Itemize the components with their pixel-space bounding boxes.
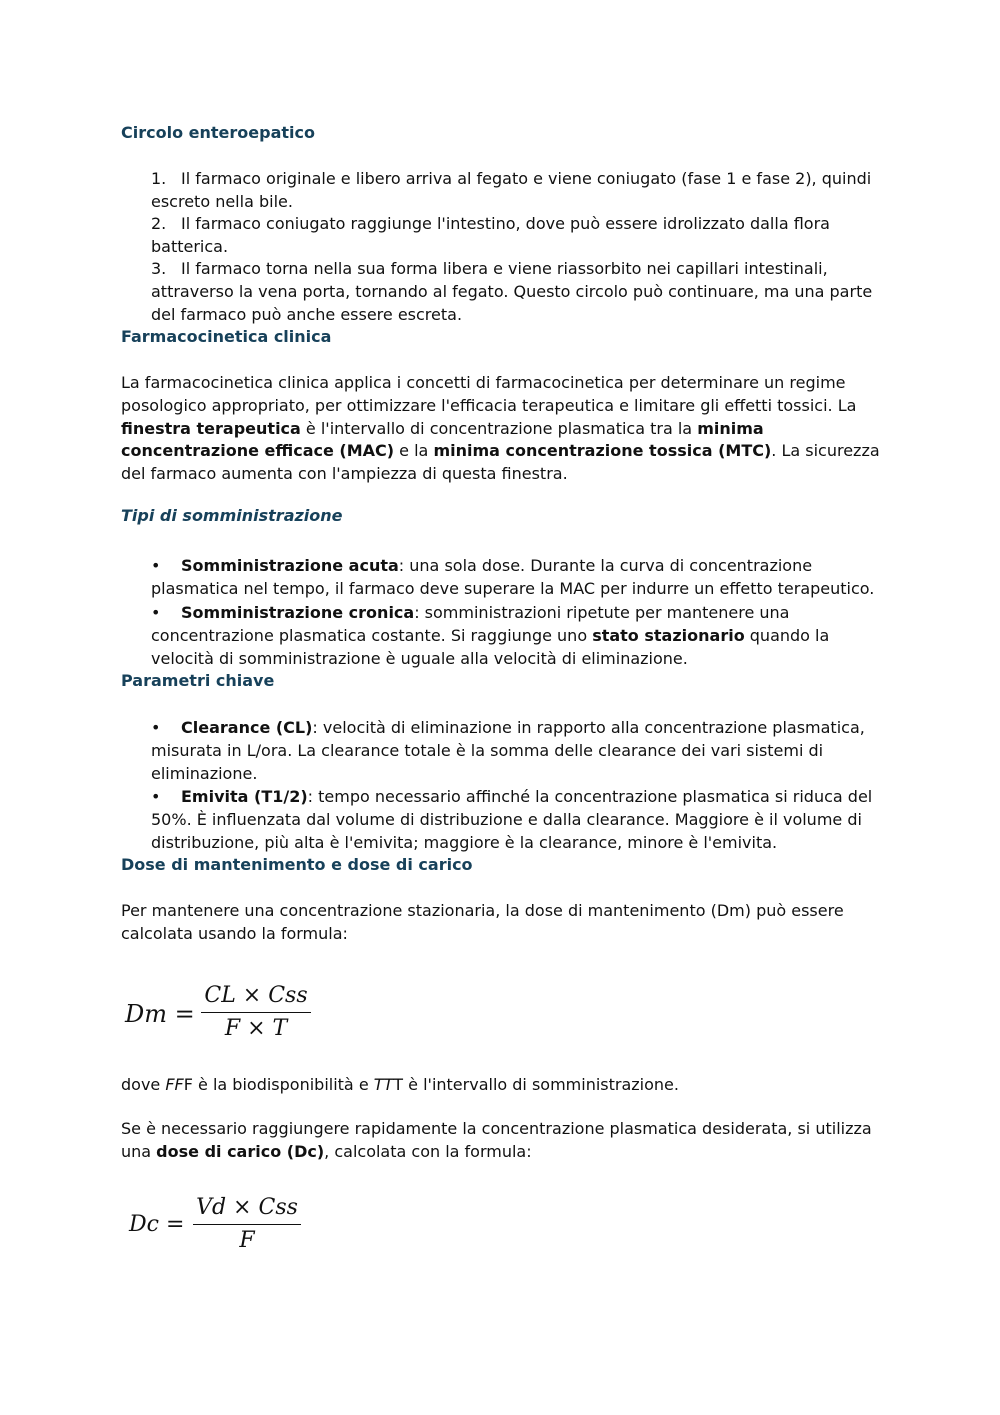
text-run: F xyxy=(183,1075,193,1094)
bullet-marker: • xyxy=(151,787,161,806)
bold-term: dose di carico (Dc) xyxy=(156,1141,325,1161)
text-run: La farmacocinetica clinica applica i concetti di farmacocinetica per determinare un regime posologico appropriato, per ottimizzare l'efficacia terapeutica e limitare gli effetti tossici. La xyxy=(121,373,857,415)
list-item xyxy=(151,786,881,854)
bold-term: minima concentrazione tossica (MTC) xyxy=(433,441,772,461)
text-run: : velocità di eliminazione in rapporto alla concentrazione plasmatica, misurata in L/ora. La clearance totale è la somma delle clearance dei vari sistemi di eliminazione. xyxy=(151,718,865,783)
fraction-bar xyxy=(201,1012,311,1013)
list-item xyxy=(151,168,881,214)
bold-term: Clearance (CL) xyxy=(181,718,313,737)
list-item-text: Il farmaco originale e libero arriva al fegato e viene coniugato (fase 1 e fase 2), quindi escreto nella bile. xyxy=(151,169,872,211)
formula-dc-numerator: Vd × Css xyxy=(196,1195,298,1220)
bold-term: stato stazionario xyxy=(592,625,745,645)
bullet-marker: • xyxy=(151,718,161,737)
heading-tipi-di-somministrazione: Tipi di somministrazione xyxy=(121,506,343,525)
formula-dm-lhs: Dm = xyxy=(125,1000,195,1028)
text-run: quando la velocità di somministrazione è uguale alla velocità di eliminazione. xyxy=(151,625,830,668)
text-run: e la xyxy=(394,441,434,461)
list-item xyxy=(151,602,881,670)
list-item xyxy=(151,717,881,785)
list-item-text: Il farmaco coniugato raggiunge l'intestino, dove può essere idrolizzato dalla flora batterica. xyxy=(151,214,830,256)
text-run: dove xyxy=(121,1075,166,1094)
formula-dm-numerator: CL × Css xyxy=(204,983,308,1008)
list-item-text: Il farmaco torna nella sua forma libera e viene riassorbito nei capillari intestinali, attraverso la vena porta, tornando al fegato. Questo circolo può continuare, ma una parte del farmaco può anche essere escreta. xyxy=(151,259,873,324)
formula-dc-lhs: Dc = xyxy=(129,1212,185,1237)
bullet-marker: • xyxy=(151,556,161,575)
text-run: Se è necessario raggiungere rapidamente la concentrazione plasmatica desiderata, si utilizza una xyxy=(121,1119,872,1161)
text-run: è la biodisponibilità e xyxy=(192,1075,374,1094)
paragraph-farmacocinetica xyxy=(121,372,881,486)
formula-dm-fraction xyxy=(201,982,311,1043)
text-run: : una sola dose. Durante la curva di concentrazione plasmatica nel tempo, il farmaco deve superare la MAC per indurre un effetto terapeutico. xyxy=(151,556,875,598)
heading-farmacocinetica-clinica: Farmacocinetica clinica xyxy=(121,327,332,346)
list-marker: 1. xyxy=(151,169,167,188)
heading-parametri-chiave: Parametri chiave xyxy=(121,671,275,690)
list-marker: 2. xyxy=(151,214,167,233)
text-run: , calcolata con la formula: xyxy=(324,1141,532,1161)
formula-dc-fraction xyxy=(193,1194,301,1255)
bold-term: Emivita (T1/2) xyxy=(181,787,308,806)
list-item xyxy=(151,555,881,601)
list-item xyxy=(151,258,881,326)
fraction-bar xyxy=(193,1224,301,1225)
bold-term: minima concentrazione efficace (MAC) xyxy=(121,418,764,461)
list-marker: 3. xyxy=(151,259,167,278)
formula-dc-denominator: F xyxy=(239,1228,255,1253)
text-run: è l'intervallo di concentrazione plasmatica tra la xyxy=(300,418,698,438)
text-run: T xyxy=(393,1075,404,1094)
bold-term: finestra terapeutica xyxy=(121,418,301,438)
paragraph-dose-carico xyxy=(121,1118,881,1164)
italic-var: TT xyxy=(373,1075,394,1094)
bold-term: Somministrazione cronica xyxy=(181,603,415,622)
paragraph-dove xyxy=(121,1074,881,1097)
text-run: : tempo necessario affinché la concentrazione plasmatica si riduca del 50%. È influenzata dal volume di distribuzione e dalla clearance. Maggiore è il volume di distribuzione, più alta è l'emivita; maggiore è la clearance, minore è l'emivita. xyxy=(151,787,873,852)
heading-circolo-enteroepatico: Circolo enteroepatico xyxy=(121,123,315,142)
paragraph-dose-intro: Per mantenere una concentrazione stazionaria, la dose di mantenimento (Dm) può essere calcolata usando la formula: xyxy=(121,901,844,943)
text-run: : somministrazioni ripetute per mantenere una concentrazione plasmatica costante. Si raggiunge uno xyxy=(151,603,790,645)
bold-term: Somministrazione acuta xyxy=(181,556,399,575)
heading-dose-mantenimento-carico: Dose di mantenimento e dose di carico xyxy=(121,855,473,874)
bullet-marker: • xyxy=(151,603,161,622)
formula-dm-denominator: F × T xyxy=(224,1016,288,1041)
text-run: . La sicurezza del farmaco aumenta con l'ampiezza di questa finestra. xyxy=(121,441,880,484)
list-item xyxy=(151,213,881,259)
italic-var: FF xyxy=(165,1075,184,1094)
text-run: è l'intervallo di somministrazione. xyxy=(403,1075,679,1094)
